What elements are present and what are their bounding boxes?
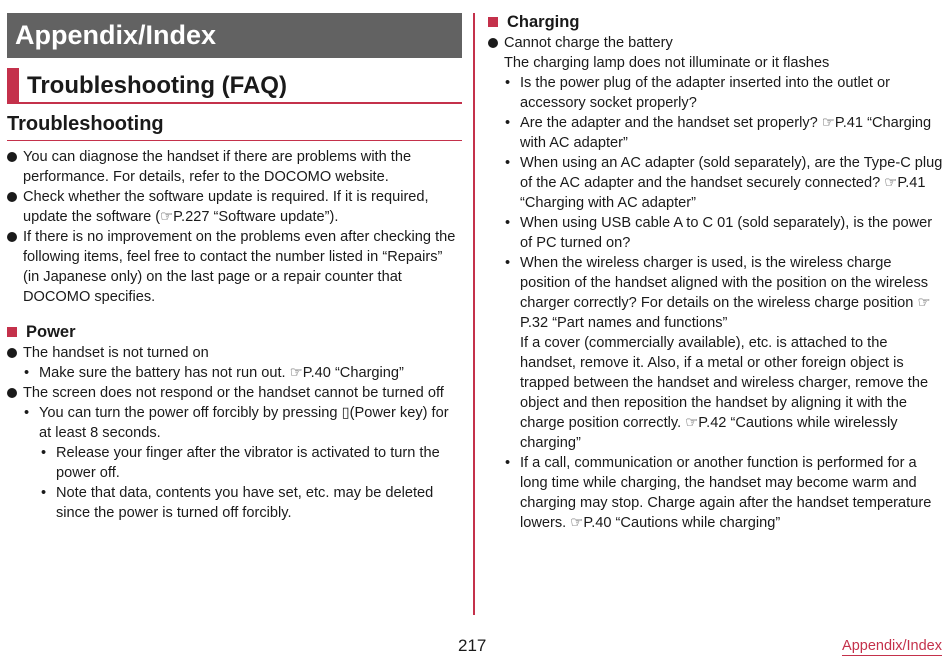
power-sub-item: • Make sure the battery has not run out. ☞P.40 “Charging” [24, 365, 404, 381]
section-title-bar [7, 68, 462, 104]
bullet-dot-icon [488, 38, 498, 48]
power-heading: Power [7, 321, 462, 343]
charging-sub-item: • When using an AC adapter (sold separately), are the Type-C plug of the AC adapter and the handset securely connected? ☞P.41 “Charging with AC adapter” [505, 155, 943, 211]
charging-sub-item: • If a call, communication or another function is performed for a long time while charging, the handset may become warm and charging may stop. Charge again after the handset temperature lowers. ☞P.40 “Cautions while charging” [505, 455, 932, 531]
wireless-note: If a cover (commercially available), etc. is attached to the handset, remove it. Also, if a metal or other foreign object is trapped between the handset and wireless charger, remove the object and then reposition the handset by aligning it with the charge position correctly. ☞P.42 “Cautions while wirelessly charging” [520, 335, 929, 451]
section-accent [7, 68, 19, 102]
intro-item: You can diagnose the handset if there are problems with the performance. For details, refer to the DOCOMO website. [7, 147, 462, 187]
charging-heading: Charging [488, 11, 943, 33]
charging-sub-item: • When using USB cable A to C 01 (sold separately), is the power of PC turned on? [505, 215, 933, 251]
power-subsub-item: • Note that data, contents you have set, etc. may be deleted since the power is turned off forcibly. [41, 485, 434, 521]
power-subsub-item: • Release your finger after the vibrator is activated to turn the power off. [41, 445, 440, 481]
charging-sub-item: • Are the adapter and the handset set properly? ☞P.41 “Charging with AC adapter” [505, 115, 932, 151]
page-number: 217 [458, 636, 487, 655]
bullet-dot-icon [7, 348, 17, 358]
power-item: The handset is not turned on [7, 343, 462, 363]
subsection-title: Troubleshooting [7, 110, 462, 141]
bullet-dot-icon [7, 152, 17, 162]
intro-item: Check whether the software update is required. If it is required, update the software (☞P.227 “Software update”). [7, 187, 462, 227]
bullet-dot-icon [7, 232, 17, 242]
charging-line: The charging lamp does not illuminate or it flashes [504, 55, 830, 71]
power-sub-item: • You can turn the power off forcibly by pressing ▯(Power key) for at least 8 seconds. [24, 405, 449, 441]
square-bullet-icon [488, 17, 498, 27]
bullet-dot-icon [7, 388, 17, 398]
charging-sub-item: • Is the power plug of the adapter inserted into the outlet or accessory socket properly? [505, 75, 890, 111]
charging-sub-item: • When the wireless charger is used, is the wireless charge position of the handset aligned with the position on the wireless charger correctly? For details on the wireless charge position ☞P.32 “Part names and functions” If a cover (commercially available), etc. is attached to the handset, remove it. Also, if a metal or other foreign object is trapped between the handset and wireless charger, remove the object and then reposition the handset by aligning it with the charge position correctly. ☞P.42 “Cautions while wirelessly charging” [488, 253, 943, 453]
left-column [7, 13, 462, 523]
power-item: The screen does not respond or the handset cannot be turned off [7, 383, 462, 403]
intro-list [7, 147, 462, 307]
footer-section-link[interactable]: Appendix/Index [842, 638, 942, 654]
square-bullet-icon [7, 327, 17, 337]
intro-item: If there is no improvement on the problems even after checking the following items, feel free to contact the number listed in “Repairs” (in Japanese only) on the last page or a repair counter that DOCOMO specifies. [7, 227, 462, 307]
bullet-dot-icon [7, 192, 17, 202]
column-divider [473, 13, 475, 615]
right-column [488, 11, 943, 533]
charging-item: Cannot charge the battery [488, 33, 943, 53]
section-title: Troubleshooting (FAQ) [27, 72, 287, 99]
chapter-title: Appendix/Index [7, 13, 462, 58]
